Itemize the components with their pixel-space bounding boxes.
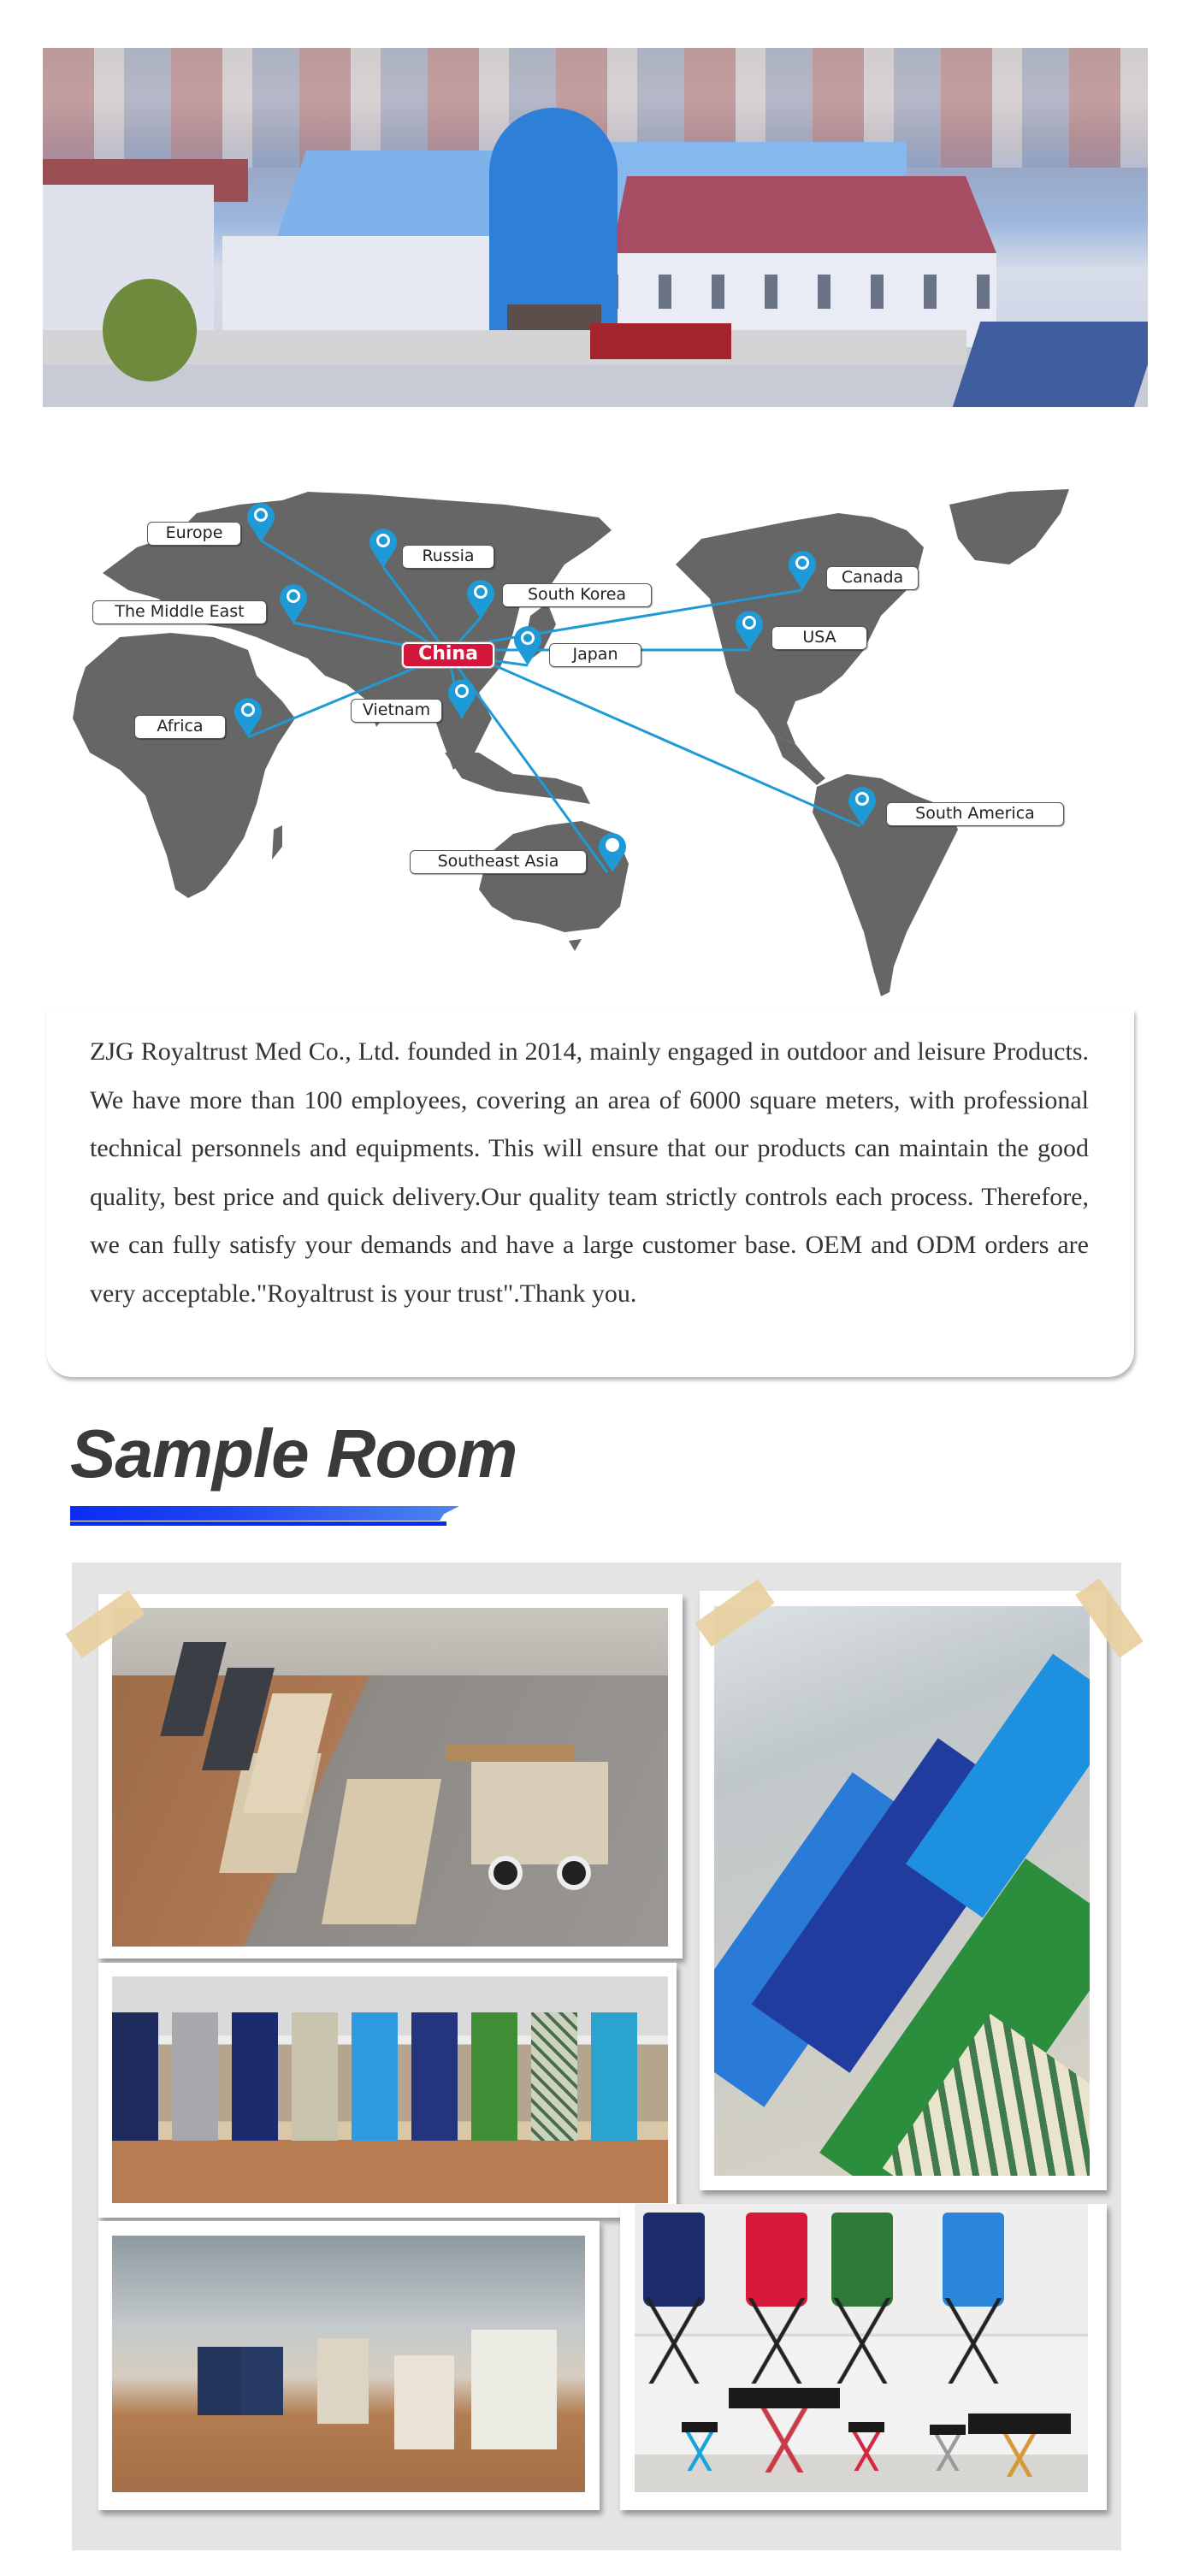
map-label-southeast-asia: Southeast Asia bbox=[410, 850, 587, 874]
tree bbox=[103, 279, 197, 381]
heading-underline-thin bbox=[70, 1521, 446, 1526]
map-label-japan: Japan bbox=[549, 643, 641, 667]
heading-underline-bar bbox=[70, 1506, 459, 1521]
photo-frame bbox=[98, 2221, 600, 2510]
map-label-russia: Russia bbox=[402, 545, 494, 569]
sample-photo-camp-chairs-tables bbox=[635, 2204, 1088, 2492]
factory-photo bbox=[43, 48, 1148, 407]
world-export-map bbox=[0, 462, 1194, 1009]
continents bbox=[73, 489, 1069, 996]
right-solar-roof bbox=[953, 322, 1148, 407]
photo-frame bbox=[98, 1963, 677, 2218]
photo-frame bbox=[700, 1591, 1107, 2190]
sample-room-collage bbox=[72, 1563, 1121, 2550]
map-label-south-america: South America bbox=[886, 802, 1064, 826]
map-label-south-korea: South Korea bbox=[502, 583, 652, 607]
pin-icon bbox=[514, 626, 541, 665]
photo-frame bbox=[98, 1594, 683, 1959]
company-sign bbox=[590, 323, 731, 359]
sample-photo-armchairs-display bbox=[112, 2236, 585, 2492]
sample-photo-camp-beds bbox=[714, 1606, 1090, 2176]
about-company-card bbox=[46, 1009, 1134, 1377]
company-description: ZJG Royaltrust Med Co., Ltd. founded in 2014, mainly engaged in outdoor and leisure Products. We have more than 100 employees, covering an area of 6000 square meters, with professional technical personnels and equipments. This will ensure that our products can maintain the good quality, best price and quick delivery.Our quality team strictly controls each process. Therefore, we can fully satisfy your demands and have a large customer base. OEM and ODM orders are very acceptable."Royaltrust is your trust".Thank you. bbox=[90, 1037, 1089, 1308]
red-roof bbox=[612, 176, 996, 253]
map-label-usa: USA bbox=[771, 626, 867, 650]
map-label-middle-east: The Middle East bbox=[92, 600, 267, 624]
sample-room-heading bbox=[70, 1411, 583, 1522]
map-label-china-hub: China bbox=[402, 642, 494, 668]
map-label-canada: Canada bbox=[826, 566, 919, 590]
sample-photo-lounger-row bbox=[112, 1976, 668, 2203]
photo-frame bbox=[620, 2204, 1107, 2510]
map-label-vietnam: Vietnam bbox=[351, 699, 442, 723]
section-title: Sample Room bbox=[70, 1415, 517, 1492]
map-label-africa: Africa bbox=[134, 715, 226, 739]
sample-photo-armchairs-wagon bbox=[112, 1608, 668, 1947]
map-label-europe: Europe bbox=[147, 522, 241, 546]
